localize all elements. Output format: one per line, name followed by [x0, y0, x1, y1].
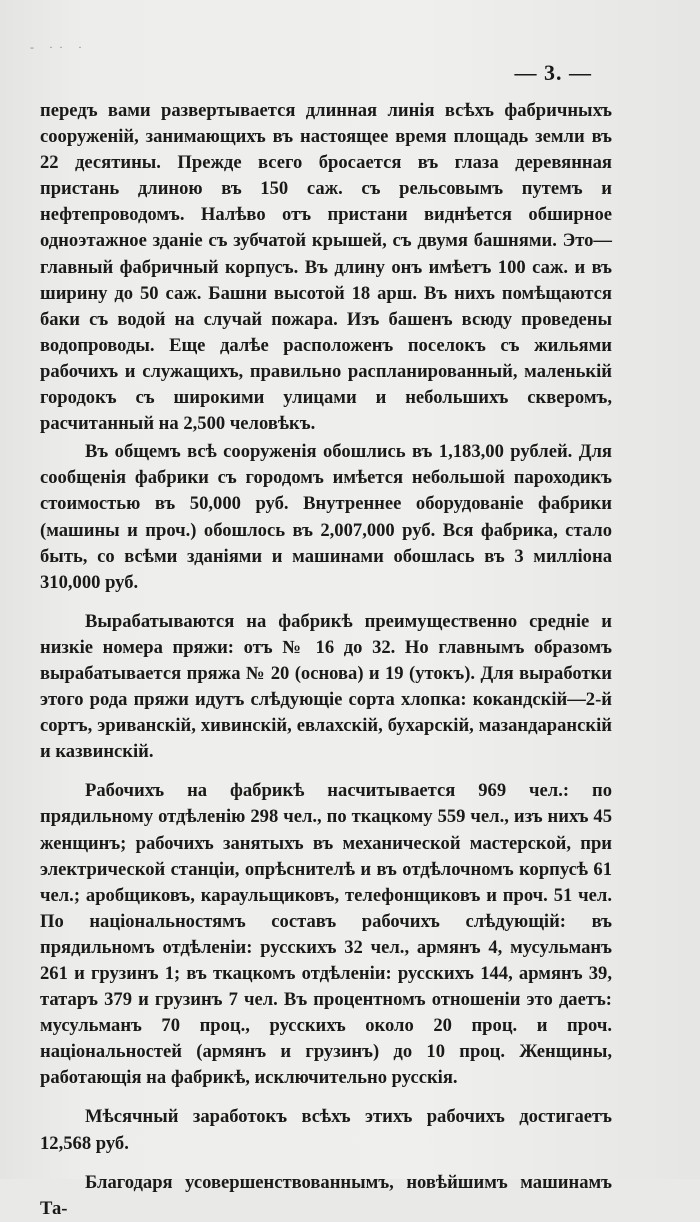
paragraph-2: Въ общемъ всѣ сооруженія обошлись въ 1,183,00 рублей. Для сообщенія фабрики съ городомъ имѣется небольшой пароходикъ стоимостью въ 50,000 руб. Внутреннее оборудованіе фабрики (машины и проч.) обошлось въ 2,007,000 руб. Вся фабрика, стало быть, со всѣми зданіями и машинами обошлась въ 3 милліона 310,000 руб. [40, 441, 612, 593]
body-text [40, 98, 612, 1222]
paragraph-6: Благодаря усовершенствованнымъ, новѣйшимъ машинамъ Та- [40, 1171, 612, 1219]
paragraph-4: Рабочихъ на фабрикѣ насчитывается 969 чел.: по прядильному отдѣленію 298 чел., по ткацкому 559 чел., изъ нихъ 45 женщинъ; рабочихъ занятыхъ въ механической мастерской, при электрической станціи, опрѣснителѣ и въ отдѣлочномъ корпусѣ 61 чел.; аробщиковъ, караульщиковъ, телефонщиковъ и проч. 51 чел. По національностямъ составъ рабочихъ слѣдующій: въ прядильномъ отдѣленіи: русскихъ 32 чел., армянъ 4, мусульманъ 261 и грузинъ 1; въ ткацкомъ отдѣленіи: русскихъ 144, армянъ 39, татаръ 379 и грузинъ 7 чел. Въ процентномъ отношеніи это даетъ: мусульманъ 70 проц., русскихъ около 20 проц. и проч. національностей (армянъ и грузинъ) до 10 проц. Женщины, работающія на фабрикѣ, исключительно русскія. [40, 780, 612, 1089]
paragraph-3: Вырабатываются на фабрикѣ преимущественно средніе и низкіе номера пряжи: отъ № 16 до 32. Но главнымъ образомъ вырабатывается пряжа № 20 (основа) и 19 (утокъ). Для выработки этого рода пряжи идутъ слѣдующіе сорта хлопка: кокандскій—2-й сортъ, эриванскій, хивинскій, евлахскій, бухарскій, мазандаранскій и казвинскій. [40, 610, 612, 763]
page-number: — 3. — [514, 60, 592, 85]
paragraph-1: передъ вами развертывается длинная линія всѣхъ фабричныхъ сооруженій, занимающихъ въ настоящее время площадь земли въ 22 десятины. Прежде всего бросается въ глаза деревянная пристань длиною въ 150 саж. съ рельсовымъ путемъ и нефтепроводомъ. Налѣво отъ пристани виднѣется обширное одноэтажное зданіе съ зубчатой крышей, съ двумя башнями. Это—главный фабричный корпусъ. Въ длину онъ имѣетъ 100 саж. и въ ширину до 50 саж. Башни высотой 18 арш. Въ нихъ помѣщаются баки съ водой на случай пожара. Изъ башенъ всюду проведены водопроводы. Еще далѣе расположенъ поселокъ съ жильями рабочихъ и служащихъ, правильно распланированный, маленькій городокъ съ широкими улицами и небольшихъ скверомъ, расчитанный на 2,500 человѣкъ. [40, 100, 612, 435]
scan-artifact-mark: - ·· · [30, 40, 88, 54]
paragraph-5: Мѣсячный заработокъ всѣхъ этихъ рабочихъ достигаетъ 12,568 руб. [40, 1106, 612, 1154]
